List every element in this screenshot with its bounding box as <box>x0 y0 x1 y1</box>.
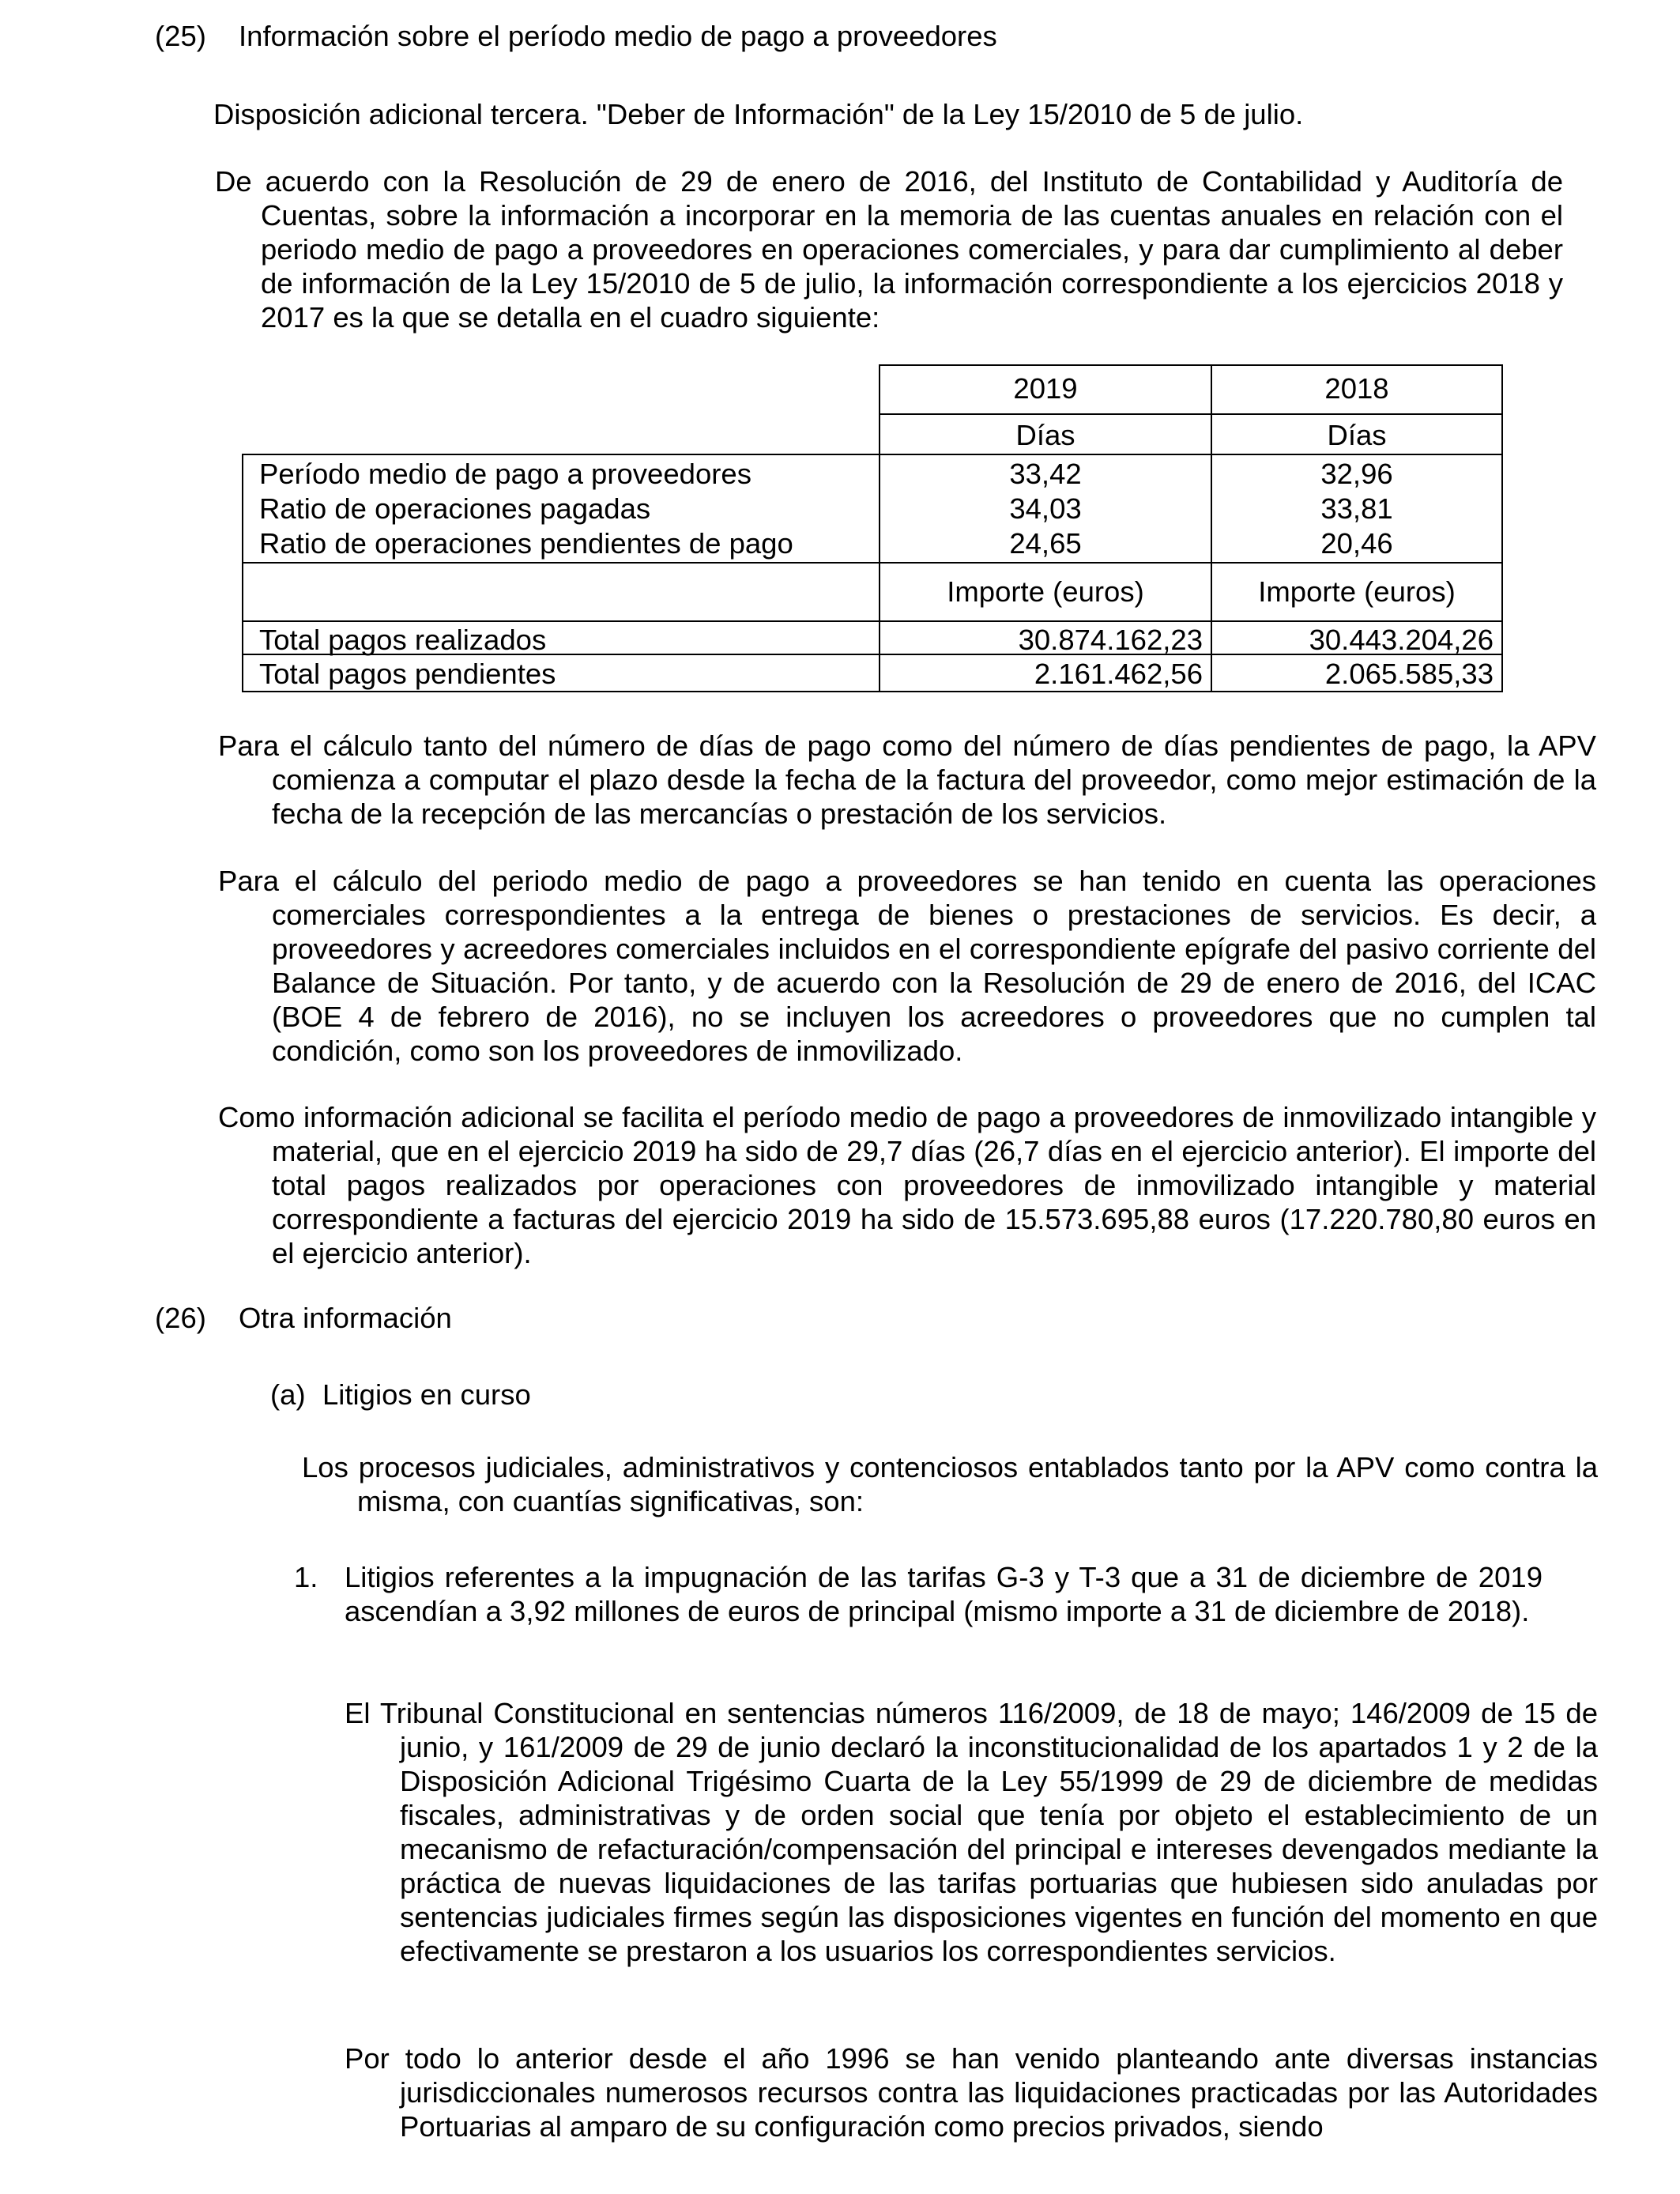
row-value-2019: 2.161.462,56 <box>1034 658 1203 690</box>
row-value-2019: 33,42 <box>1009 458 1082 490</box>
row-label: Total pagos pendientes <box>259 658 556 690</box>
list-item-1-para-1: El Tribunal Constitucional en sentencias números 116/2009, de 18 de mayo; 146/2009 de 15 de junio, y 161/2009 de 29 de junio declaró la inconstitucionalidad de los apartados 1 y 2 de la Disposición Adicional Trigésimo Cuarta de la Ley 55/1999 de 29 de diciembre de medidas fiscales, administrativas y de orden social que tenía por objeto el establecimiento de un mecanismo de refacturación/compensación del principal e intereses devengados mediante la práctica de nuevas liquidaciones de las tarifas portuarias que hubiesen sido anuladas por sentencias judiciales firmes según las disposiciones vigentes en función del momento en que efectivamente se prestaron a los usuarios los correspondientes servicios. <box>345 1697 1598 1967</box>
row-value-2018: 20,46 <box>1320 527 1393 560</box>
row-value-2019: 30.874.162,23 <box>1018 624 1203 656</box>
payment-period-table <box>242 364 1503 692</box>
section-26-number: (26) <box>155 1302 206 1334</box>
row-value-2018: 32,96 <box>1320 458 1393 490</box>
list-item-1-text: Litigios referentes a la impugnación de las tarifas G-3 y T-3 que a 31 de diciembre de 2019 ascendían a 3,92 millones de euros de principal (mismo importe a 31 de diciembre de 2018). <box>345 1561 1543 1627</box>
unit-days-2019: Días <box>1015 419 1075 451</box>
list-item-1-marker: 1. <box>294 1561 318 1593</box>
section-25-para-3: Como información adicional se facilita el período medio de pago a proveedores de inmovilizado intangible y material, que en el ejercicio 2019 ha sido de 29,7 días (26,7 días en el ejercicio anterior). El importe del total pagos realizados por operaciones con proveedores de inmovilizado intangible y material correspondiente a facturas del ejercicio 2019 ha sido de 15.573.695,88 euros (17.220.780,80 euros en el ejercicio anterior). <box>218 1101 1596 1269</box>
section-26-intro: Los procesos judiciales, administrativos y contenciosos entablados tanto por la APV como contra la misma, con cuantías significativas, son: <box>302 1451 1598 1517</box>
unit-days-2018: Días <box>1327 419 1387 451</box>
row-label: Ratio de operaciones pagadas <box>259 492 651 525</box>
section-25-number: (25) <box>155 20 206 52</box>
subsection-a-marker: (a) <box>270 1378 306 1411</box>
col-header-2019: 2019 <box>1013 372 1078 405</box>
row-label: Período medio de pago a proveedores <box>259 458 751 490</box>
row-value-2018: 2.065.585,33 <box>1324 658 1494 690</box>
row-label: Ratio de operaciones pendientes de pago <box>259 527 793 560</box>
list-item-1-para-2: Por todo lo anterior desde el año 1996 se han venido planteando ante diversas instancias jurisdiccionales numerosos recursos contra las liquidaciones practicadas por las Autoridades Portuarias al amparo de su configuración como precios privados, siendo <box>345 2042 1598 2143</box>
row-value-2019: 24,65 <box>1009 527 1082 560</box>
row-value-2019: 34,03 <box>1009 492 1082 525</box>
section-25-subtitle: Disposición adicional tercera. "Deber de Información" de la Ley 15/2010 de 5 de julio. <box>213 98 1304 130</box>
unit-euros-2019: Importe (euros) <box>947 575 1144 608</box>
section-25-para-1: Para el cálculo tanto del número de días de pago como del número de días pendientes de pago, la APV comienza a computar el plazo desde la fecha de la factura del proveedor, como mejor estimación de la fecha de la recepción de las mercancías o prestación de los servicios. <box>218 729 1596 830</box>
col-header-2018: 2018 <box>1324 372 1389 405</box>
unit-euros-2018: Importe (euros) <box>1258 575 1456 608</box>
section-25-intro: De acuerdo con la Resolución de 29 de enero de 2016, del Instituto de Contabilidad y Auditoría de Cuentas, sobre la información a incorporar en la memoria de las cuentas anuales en relación con el periodo medio de pago a proveedores en operaciones comerciales, y para dar cumplimiento al deber de información de la Ley 15/2010 de 5 de julio, la información correspondiente a los ejercicios 2018 y 2017 es la que se detalla en el cuadro siguiente: <box>215 165 1563 334</box>
section-26-title: Otra información <box>239 1302 452 1334</box>
row-label: Total pagos realizados <box>259 624 547 656</box>
row-value-2018: 30.443.204,26 <box>1309 624 1494 656</box>
subsection-a-title: Litigios en curso <box>322 1378 531 1411</box>
section-25-para-2: Para el cálculo del periodo medio de pago a proveedores se han tenido en cuenta las operaciones comerciales correspondientes a la entrega de bienes o prestaciones de servicios. Es decir, a proveedores y acreedores comerciales incluidos en el correspondiente epígrafe del pasivo corriente del Balance de Situación. Por tanto, y de acuerdo con la Resolución de 29 de enero de 2016, del ICAC (BOE 4 de febrero de 2016), no se incluyen los acreedores o proveedores que no cumplen tal condición, como son los proveedores de inmovilizado. <box>218 865 1596 1067</box>
row-value-2018: 33,81 <box>1320 492 1393 525</box>
section-25-title: Información sobre el período medio de pago a proveedores <box>239 20 997 52</box>
